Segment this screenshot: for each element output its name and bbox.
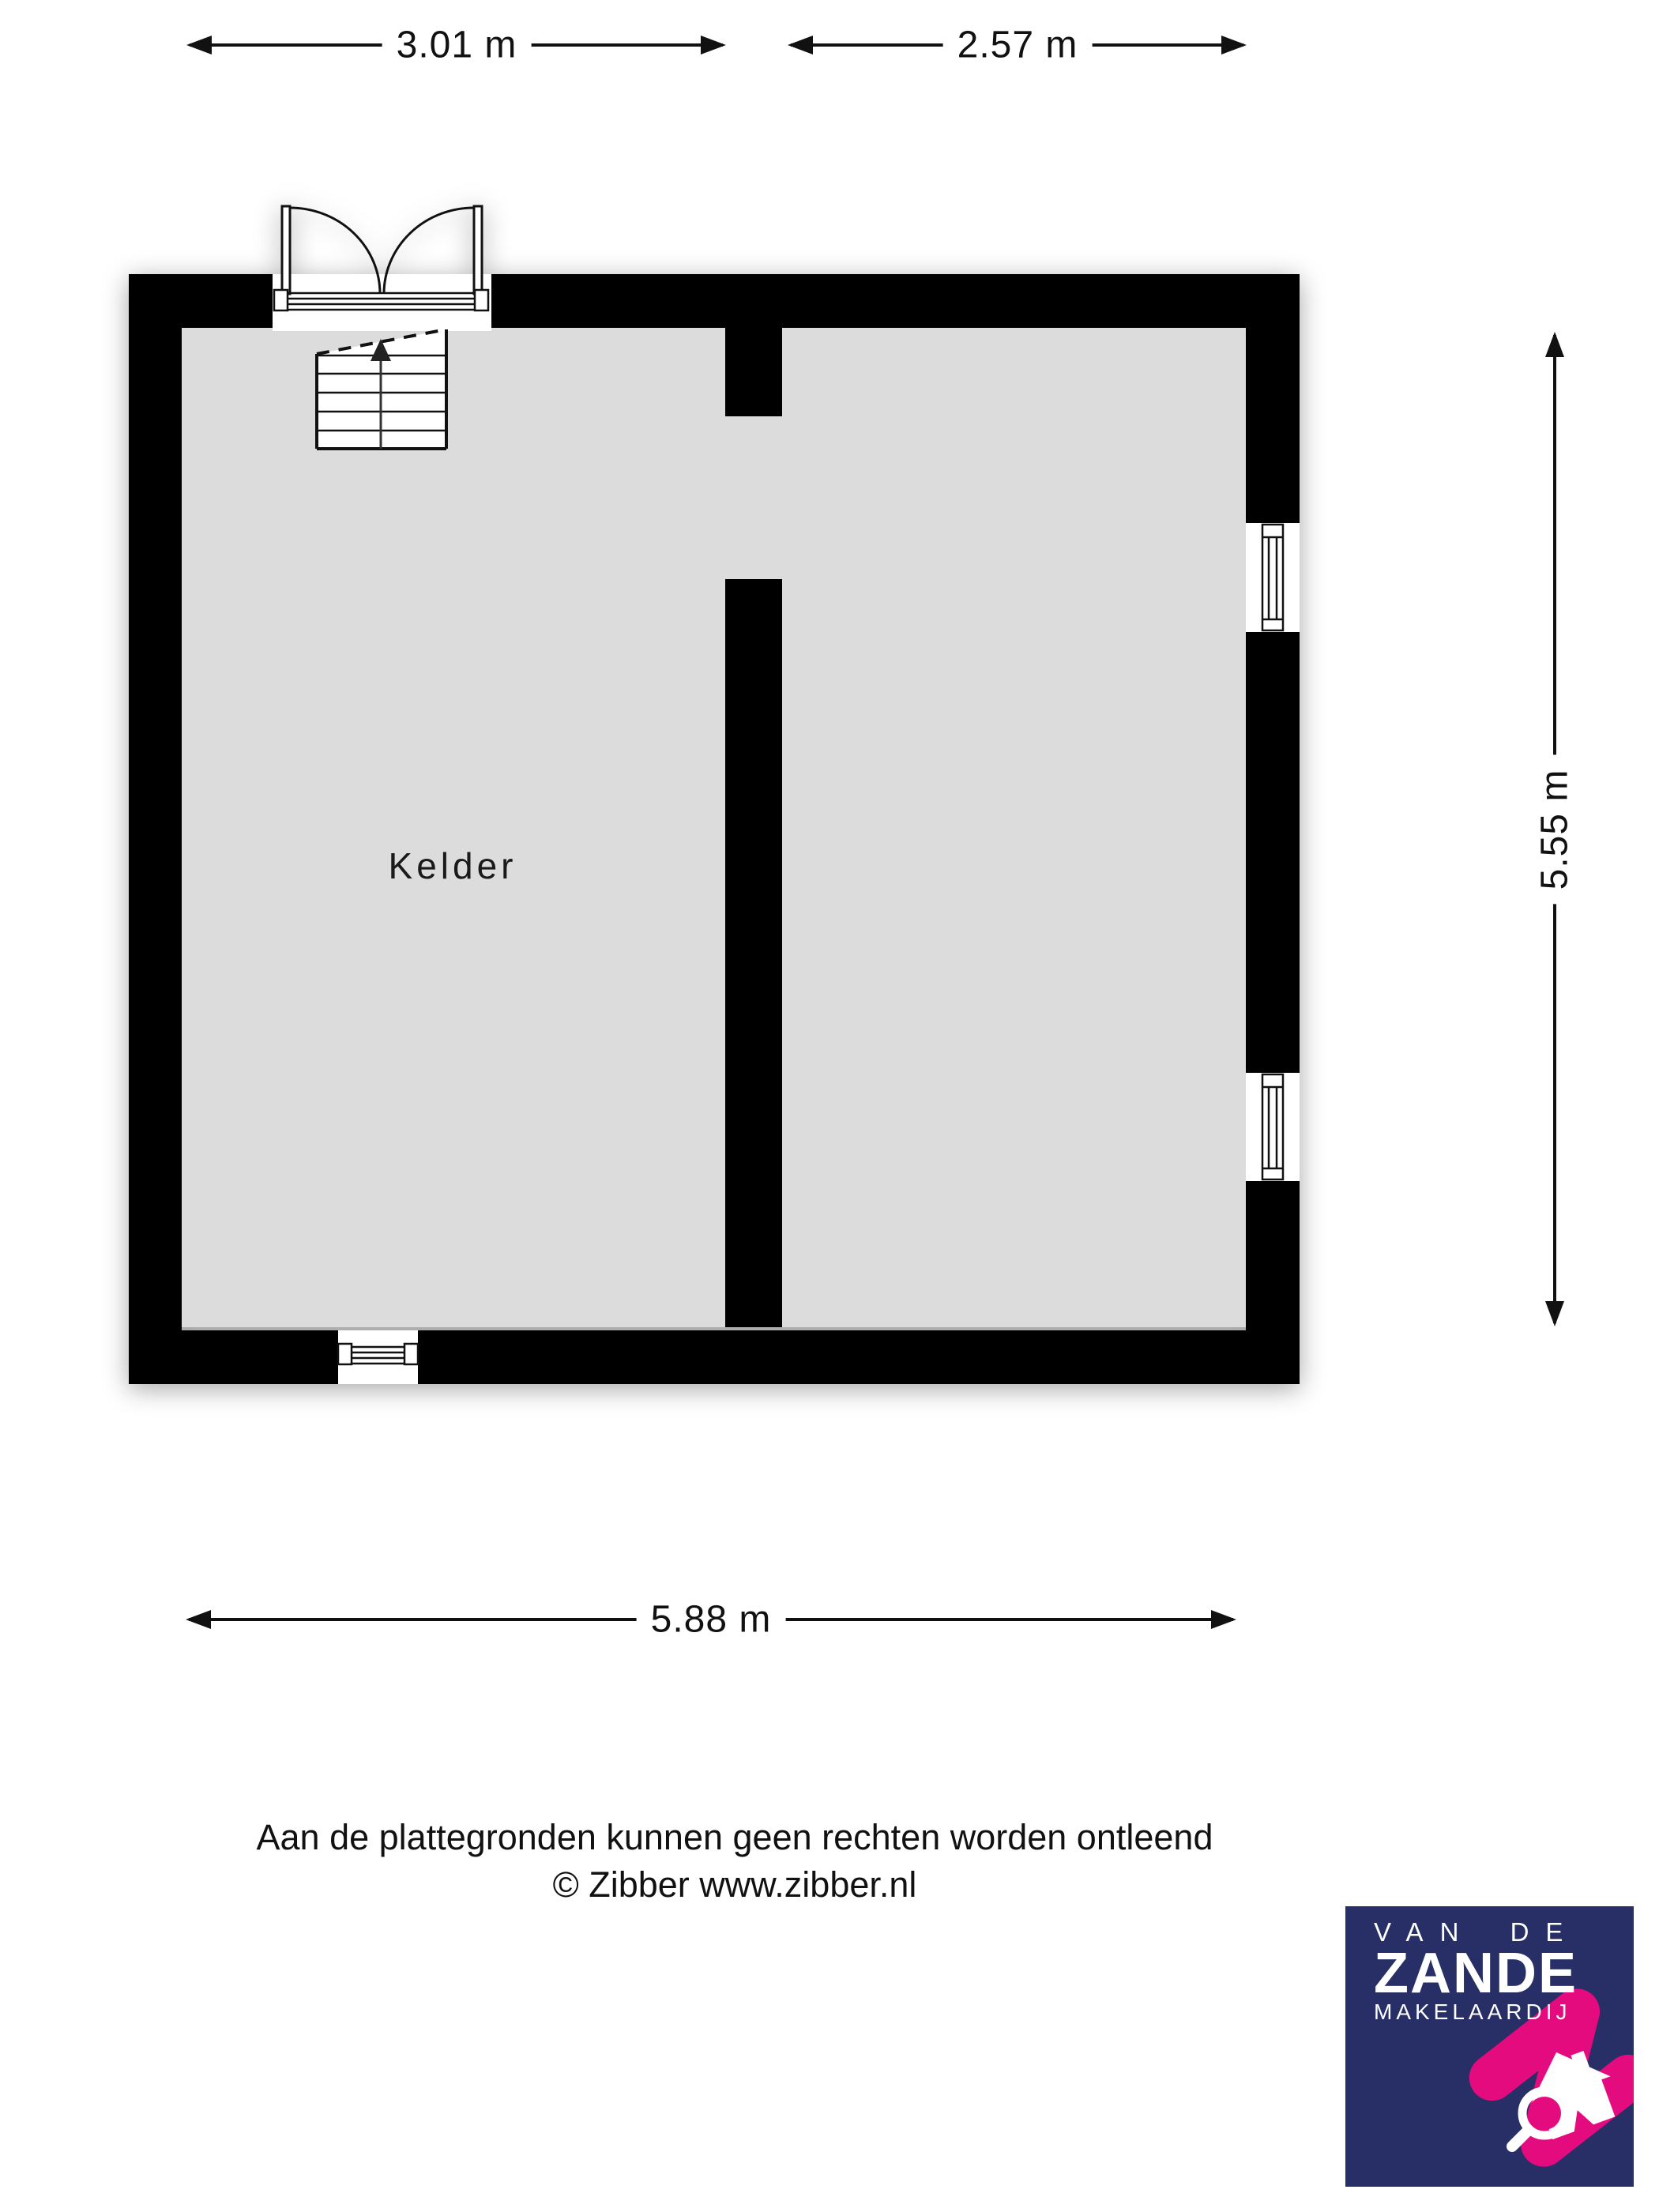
dimension-label-bottom: 5.88 m [637, 1598, 786, 1642]
window-frame [1262, 525, 1283, 630]
door-sill-cap-right [475, 290, 488, 310]
door-opening [273, 274, 491, 331]
door-leaf-right [474, 206, 482, 294]
disclaimer-line: Aan de plattegronden kunnen geen rechten worden ontleend [256, 1817, 1213, 1857]
wall-bottom-right-segment [418, 1330, 1300, 1384]
arrowhead-left-icon [186, 36, 212, 55]
wall-top-right-segment [491, 274, 1300, 328]
arrowhead-right-icon [701, 36, 726, 55]
window-cap-right [404, 1344, 418, 1364]
plan-structure [129, 206, 1300, 1384]
door-leaf-left [282, 206, 290, 294]
window-frame [1262, 1074, 1283, 1179]
logo-line-makelaardij: MAKELAARDIJ [1374, 1999, 1571, 2024]
wall-interior-upper-stub [725, 328, 782, 416]
wall-bottom-left-segment [129, 1330, 338, 1384]
vandezande-logo [1345, 1906, 1634, 2187]
arrowhead-down-icon [1545, 1301, 1564, 1326]
wall-right-lower-segment [1246, 1181, 1300, 1384]
wall-left [129, 274, 182, 1384]
logo-line-zande: ZANDE [1374, 1942, 1578, 2005]
arrowhead-left-icon [186, 1610, 211, 1629]
arrowhead-left-icon [788, 36, 813, 55]
credit-line: © Zibber www.zibber.nl [552, 1864, 917, 1905]
entrance-double-door [273, 206, 491, 331]
dimension-label-right: 5.55 m [1533, 755, 1577, 905]
arrowhead-right-icon [1221, 36, 1247, 55]
window-right-lower [1246, 1073, 1300, 1181]
wall-interior-lower-segment [725, 579, 782, 1327]
magnifier-lens [1528, 2097, 1561, 2130]
wall-right-middle-segment [1246, 632, 1300, 1073]
door-sill-cap-left [274, 290, 288, 310]
footer-disclaimer [103, 1814, 1367, 1909]
dimension-label-top-right: 2.57 m [943, 24, 1093, 67]
dimension-label-top-left: 3.01 m [382, 24, 532, 67]
arrowhead-up-icon [1545, 332, 1564, 357]
window-right-upper [1246, 523, 1300, 632]
window-cap-left [338, 1344, 352, 1364]
wall-right-upper-segment [1246, 274, 1300, 523]
room-label-kelder: Kelder [388, 845, 517, 886]
window-bottom [338, 1330, 418, 1384]
logo-line-van-de: VAN DE [1374, 1917, 1580, 1947]
arrowhead-right-icon [1211, 1610, 1236, 1629]
floor-kelder [182, 328, 1246, 1327]
